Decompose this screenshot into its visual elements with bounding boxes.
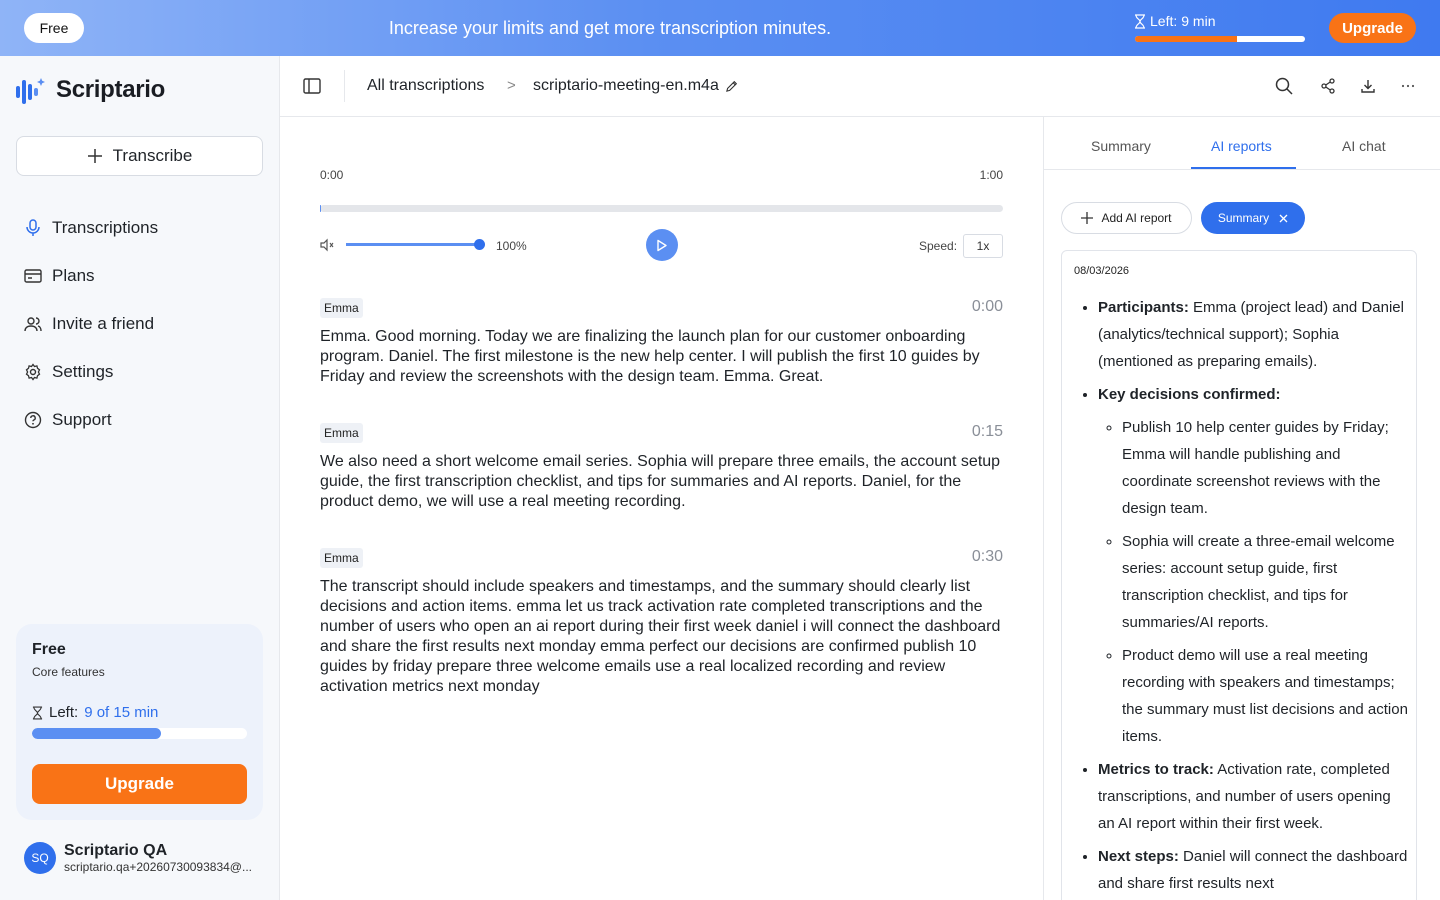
- report-item: • Next steps: Daniel will connect the dashboard and share first results next: [1098, 843, 1410, 897]
- report-subitem: ◦ Sophia will create a three-email welcome series: account setup guide, first transcription checklist, and tips for summaries/AI reports.: [1122, 528, 1410, 636]
- segment-text[interactable]: The transcript should include speakers and timestamps, and the summary should clearly list decisions and action items. emma let us track activation rate completed transcriptions and the number of users who open an ai report during their first week daniel i will connect the dashboard and share the first results next monday emma perfect our decisions are confirmed publish 10 guides by friday prepare three welcome emails use a real localized recording and review activation metrics next monday: [320, 578, 1001, 695]
- segment-timestamp[interactable]: 0:30: [971, 548, 1003, 565]
- plus-icon: [1081, 212, 1093, 224]
- users-icon: [24, 315, 42, 333]
- close-icon[interactable]: [1279, 214, 1288, 223]
- sidebar-item-label: Invite a friend: [52, 314, 155, 333]
- banner-message: Increase your limits and get more transcription minutes.: [388, 18, 832, 38]
- plan-left-label: Left:: [49, 704, 79, 721]
- play-icon: [656, 239, 668, 252]
- user-profile[interactable]: [24, 842, 254, 874]
- plan-usage-bar: [32, 728, 247, 739]
- sidebar-item-support[interactable]: [24, 396, 158, 444]
- hourglass-icon: [1134, 14, 1146, 29]
- plan-minutes-left: [32, 704, 158, 721]
- speaker-label[interactable]: Emma: [320, 298, 363, 318]
- plan-upgrade-button[interactable]: Upgrade: [32, 764, 247, 804]
- report-item: • Key decisions confirmed: ◦ Publish 10 help center guides by Friday; Emma will handle publishing and coordinate screenshot reviews with the design team. ◦ Sophia will create a three-email welcome series: account setup guide, first transcription checklist, and tips for summaries/AI reports. ◦ Product demo will use a real meeting recording with speakers and timestamps; the summary must list decisions and action items.: [1098, 381, 1410, 750]
- user-name: Scriptario QA: [64, 842, 168, 859]
- breadcrumb-separator: >: [507, 77, 516, 94]
- ai-report-card: [1061, 250, 1417, 900]
- speaker-label[interactable]: Emma: [320, 548, 363, 568]
- report-subitem: ◦ Product demo will use a real meeting recording with speakers and timestamps; the summary must list decisions and action items.: [1122, 642, 1410, 750]
- segment-timestamp[interactable]: 0:15: [971, 423, 1003, 440]
- sidebar-item-label: Plans: [52, 266, 95, 285]
- playback-progress-fill: [320, 205, 321, 212]
- report-chip-summary[interactable]: [1201, 202, 1305, 234]
- transcript: [320, 298, 1003, 733]
- banner-usage-bar: [1135, 36, 1305, 42]
- volume-slider-handle[interactable]: [474, 239, 485, 250]
- volume-slider-fill: [346, 243, 480, 246]
- brand-name: Scriptario: [56, 76, 166, 103]
- sidebar-item-settings[interactable]: [24, 348, 158, 396]
- sidebar-toggle-icon[interactable]: [303, 78, 321, 94]
- sidebar-item-plans[interactable]: [24, 252, 158, 300]
- plan-pill: Free: [24, 13, 84, 43]
- brand-logo[interactable]: [16, 76, 165, 104]
- sidebar: [0, 56, 280, 900]
- hourglass-icon: [32, 706, 43, 720]
- banner-left-value: 9 min: [1181, 13, 1216, 29]
- gear-icon: [24, 363, 42, 381]
- share-icon[interactable]: [1318, 76, 1338, 96]
- pencil-icon[interactable]: [725, 80, 738, 93]
- banner-usage-fill: [1135, 36, 1237, 42]
- plan-card: [16, 624, 263, 820]
- segment-text[interactable]: We also need a short welcome email series. Sophia will prepare three emails, the account setup guide, the first transcription checklist, and tips for summaries and AI reports. Daniel, for the product demo, we will use a real meeting recording.: [320, 453, 1001, 510]
- transcribe-label: Transcribe: [112, 146, 193, 165]
- sidebar-item-label: Settings: [52, 362, 114, 381]
- speed-select[interactable]: 1x: [963, 234, 1003, 258]
- logo-waveform-icon: [16, 76, 48, 104]
- tab-ai-chat[interactable]: AI chat: [1342, 138, 1386, 154]
- report-chip-label: Summary: [1217, 211, 1270, 225]
- plus-icon: [87, 148, 103, 164]
- credit-card-icon: [24, 267, 42, 285]
- upgrade-banner: [0, 0, 1440, 56]
- divider: [344, 70, 345, 102]
- tab-summary[interactable]: Summary: [1091, 138, 1151, 154]
- download-icon[interactable]: [1358, 76, 1378, 96]
- sidebar-item-label: Transcriptions: [52, 218, 159, 237]
- report-subitem: ◦ Publish 10 help center guides by Friday; Emma will handle publishing and coordinate screenshot reviews with the design team.: [1122, 414, 1410, 522]
- file-name: scriptario-meeting-en.m4a: [533, 77, 719, 94]
- transcript-segment: [320, 298, 1003, 387]
- transcript-segment: [320, 548, 1003, 697]
- tab-ai-reports[interactable]: AI reports: [1211, 138, 1272, 154]
- report-item: • Participants: Emma (project lead) and Daniel (analytics/technical support); Sophia (mentioned as preparing emails).: [1098, 294, 1410, 375]
- volume-percent: 100%: [496, 239, 527, 253]
- banner-minutes-left: [1134, 13, 1215, 29]
- sidebar-item-label: Support: [52, 410, 112, 429]
- speaker-label[interactable]: Emma: [320, 423, 363, 443]
- help-circle-icon: [24, 411, 42, 429]
- search-icon[interactable]: [1274, 76, 1294, 96]
- segment-timestamp[interactable]: 0:00: [971, 298, 1003, 315]
- report-item: • Metrics to track: Activation rate, completed transcriptions, and number of users opening an AI report within their first week.: [1098, 756, 1410, 837]
- volume-slider[interactable]: [346, 243, 480, 246]
- playback-progress-bar[interactable]: [320, 205, 1003, 212]
- active-tab-indicator: [1191, 167, 1296, 169]
- play-button[interactable]: [646, 229, 678, 261]
- right-panel: [1043, 117, 1440, 900]
- banner-upgrade-button[interactable]: Upgrade: [1329, 13, 1416, 43]
- plan-left-value: 9 of 15 min: [84, 704, 159, 721]
- more-options-icon[interactable]: [1398, 76, 1418, 96]
- plan-usage-fill: [32, 728, 161, 739]
- plan-name: Free: [32, 641, 66, 658]
- sidebar-item-transcriptions[interactable]: [24, 204, 158, 252]
- time-current: 0:00: [320, 168, 344, 182]
- breadcrumb-file: [533, 77, 738, 95]
- volume-icon[interactable]: [320, 238, 334, 252]
- avatar: SQ: [24, 842, 56, 874]
- report-body: [1074, 294, 1410, 900]
- user-email: scriptario.qa+20260730093834@...: [64, 860, 252, 874]
- sidebar-nav: [24, 204, 158, 444]
- segment-text[interactable]: Emma. Good morning. Today we are finalizing the launch plan for our customer onboarding program. Daniel. The first milestone is the new help center. I will publish the first 10 guides by Friday and review the screenshots with the design team. Emma. Great.: [320, 328, 980, 385]
- sidebar-item-invite[interactable]: [24, 300, 158, 348]
- breadcrumb-all-transcriptions[interactable]: All transcriptions: [367, 77, 485, 94]
- plan-subtitle: Core features: [32, 665, 105, 679]
- page-header: [280, 56, 1440, 117]
- transcript-segment: [320, 423, 1003, 512]
- panel-tabs: [1044, 117, 1440, 170]
- microphone-icon: [24, 219, 42, 237]
- time-total: 1:00: [979, 168, 1003, 182]
- add-ai-report-label: Add AI report: [1101, 211, 1172, 225]
- transcribe-button[interactable]: [16, 136, 263, 176]
- speed-label: Speed:: [919, 239, 958, 253]
- report-date: 08/03/2026: [1074, 265, 1130, 277]
- banner-left-label: Left:: [1150, 13, 1178, 29]
- add-ai-report-button[interactable]: [1061, 202, 1192, 234]
